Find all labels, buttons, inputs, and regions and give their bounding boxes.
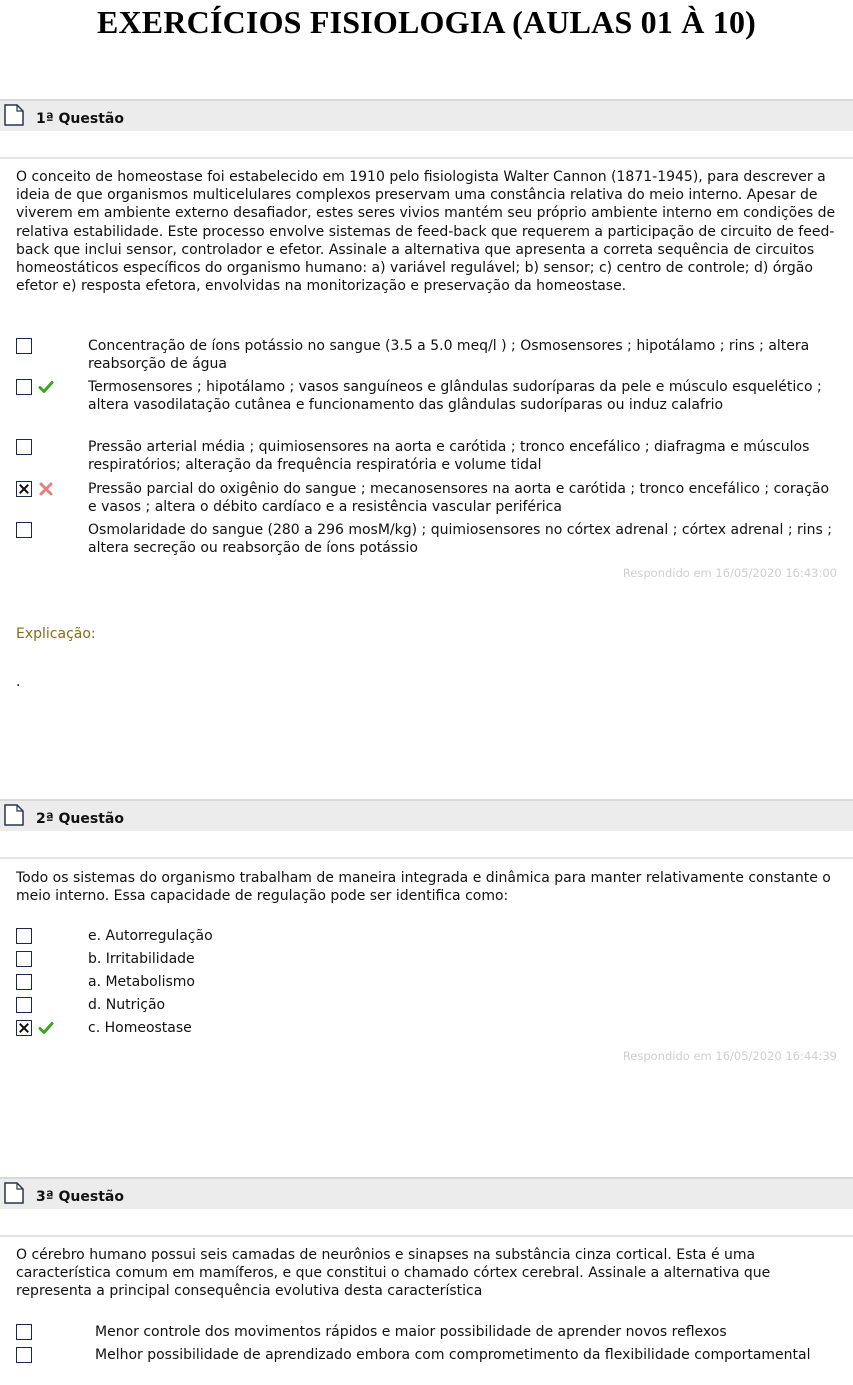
document-icon	[4, 804, 24, 826]
option-checkbox[interactable]	[16, 439, 32, 455]
option-text: Melhor possibilidade de aprendizado embora com comprometimento da flexibilidade comportamental	[95, 1347, 811, 1363]
option-text: Concentração de íons potássio no sangue (3.5 a 5.0 meq/l ) ; Osmosensores ; hipotálamo ; rins ; altera reabsorção de água	[88, 338, 810, 373]
option-text: Pressão parcial do oxigênio do sangue ; mecanosensores na aorta e carótida ; tronco encefálico ; coração e vasos ; altera o débito cardíaco e a resistência vascular periférica	[88, 481, 830, 516]
option-checkbox[interactable]	[16, 379, 32, 395]
answered-timestamp: Respondido em 16/05/2020 16:43:00	[622, 566, 837, 580]
option-text: Menor controle dos movimentos rápidos e maior possibilidade de aprender novos reflexos	[95, 1324, 727, 1340]
question-3-title: 3ª Questão	[36, 1189, 124, 1205]
explanation-label: Explicação:	[16, 626, 96, 642]
question-2-header	[0, 799, 853, 831]
option-checkbox[interactable]	[16, 1324, 32, 1340]
question-3-text: O cérebro humano possui seis camadas de neurônios e sinapses na substância cinza cortical. Esta é uma característica comum em mamíferos, e que constitui o chamado córtex cerebral. Assinale a alternativa que representa a principal consequência evolutiva desta característica	[16, 1247, 771, 1300]
question-3-header	[0, 1177, 853, 1209]
option-checkbox-checked[interactable]	[16, 481, 32, 497]
option-text: Pressão arterial média ; quimiosensores na aorta e carótida ; tronco encefálico ; diafragma e músculos respiratórios; alteração da frequência respiratória e volume tidal	[88, 439, 810, 474]
answered-timestamp: Respondido em 16/05/2020 16:44:39	[622, 1049, 837, 1063]
option-checkbox[interactable]	[16, 338, 32, 354]
option-checkbox[interactable]	[16, 928, 32, 944]
correct-check-icon	[38, 379, 54, 395]
question-1-header	[0, 99, 853, 131]
question-2-text: Todo os sistemas do organismo trabalham de maneira integrada e dinâmica para manter relativamente constante o meio interno. Essa capacidade de regulação pode ser identifica como:	[16, 870, 831, 905]
option-text: Osmolaridade do sangue (280 a 296 mosM/kg) ; quimiosensores no córtex adrenal ; córtex adrenal ; rins ; altera secreção ou reabsorção de íons potássio	[88, 522, 832, 557]
option-checkbox[interactable]	[16, 974, 32, 990]
option-checkbox-checked[interactable]	[16, 1020, 32, 1036]
page-title: EXERCÍCIOS FISIOLOGIA (AULAS 01 À 10)	[96, 4, 757, 40]
option-text: d. Nutrição	[88, 997, 166, 1013]
question-1-text: O conceito de homeostase foi estabelecido em 1910 pelo fisiologista Walter Cannon (1871-1945), para descrever a ideia de que organismos multicelulares complexos preservam uma constância relativa do meio interno. Apesar de viverem em ambiente externo desafiador, estes seres vivios mantém seu próprio ambiente interno em condições de relativa estabilidade. Este processo envolve sistemas de feed-back que requerem a participação de circuito de feed-back que inclui sensor, controlador e efetor. Assinale a alternativa que apresenta a correta sequência de circuitos homeostáticos específicos do organismo humano: a) variável regulável; b) sensor; c) centro de controle; d) órgão efetor e) resposta efetora, envolvidas na monitorização e preservação da homeostase.	[16, 169, 836, 295]
wrong-x-icon	[38, 481, 54, 497]
divider	[0, 157, 853, 159]
divider	[0, 857, 853, 859]
document-icon	[4, 104, 24, 126]
explanation-text: .	[16, 674, 21, 690]
option-text: b. Irritabilidade	[88, 951, 195, 967]
option-checkbox[interactable]	[16, 522, 32, 538]
correct-check-icon	[38, 1020, 54, 1036]
option-text: a. Metabolismo	[88, 974, 195, 990]
option-text: c. Homeostase	[88, 1020, 192, 1036]
question-2-title: 2ª Questão	[36, 811, 124, 827]
option-checkbox[interactable]	[16, 1347, 32, 1363]
option-text: e. Autorregulação	[88, 928, 213, 944]
document-icon	[4, 1182, 24, 1204]
divider	[0, 1235, 853, 1237]
option-text: Termosensores ; hipotálamo ; vasos sanguíneos e glândulas sudoríparas da pele e músculo esquelético ; altera vasodilatação cutânea e funcionamento das glândulas sudoríparas ou induz calafrio	[88, 379, 822, 414]
question-1-title: 1ª Questão	[36, 111, 124, 127]
option-checkbox[interactable]	[16, 997, 32, 1013]
option-checkbox[interactable]	[16, 951, 32, 967]
